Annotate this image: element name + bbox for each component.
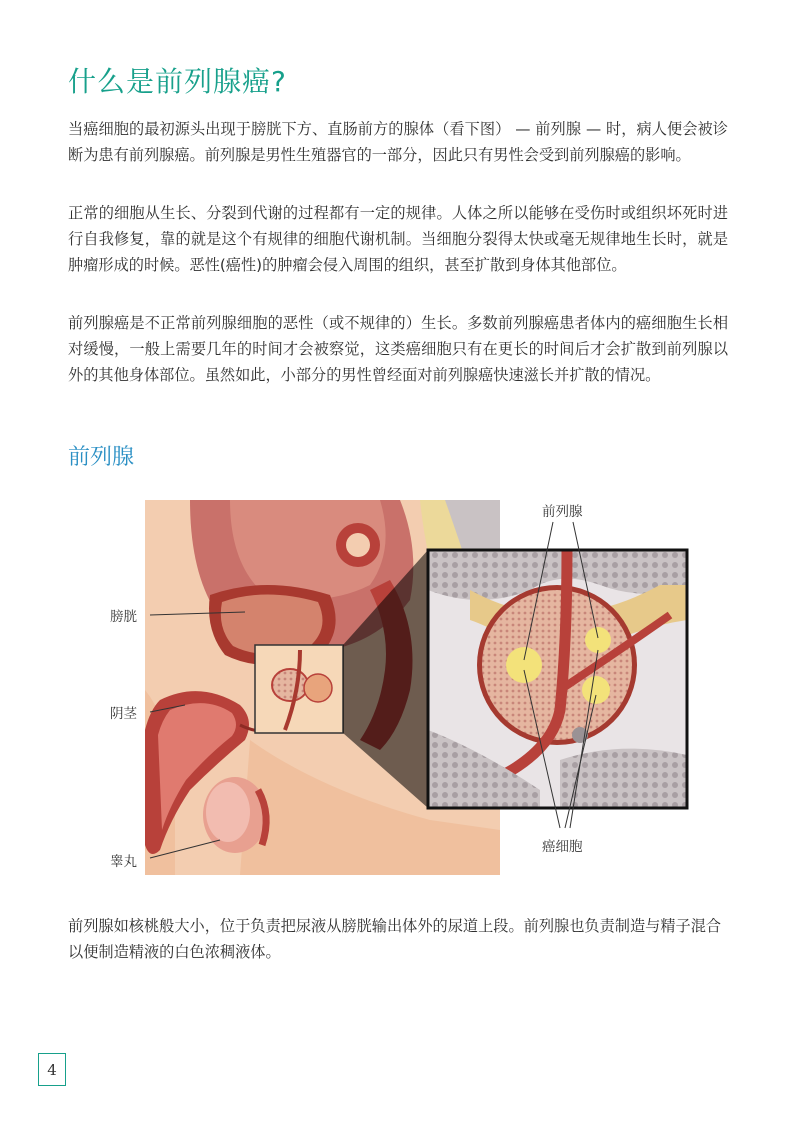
anatomy-illustration xyxy=(0,490,793,890)
label-bladder: 膀胱 xyxy=(110,609,137,625)
paragraph-3: 前列腺癌是不正常前列腺细胞的恶性（或不规律的）生长。多数前列腺癌患者体内的癌细胞生长相对缓慢，一般上需要几年的时间才会被察觉，这类癌细胞只有在更长的时间后才会扩散到前列腺以外的其他身体部位。虽然如此，小部分的男性曾经面对前列腺癌快速滋长并扩散的情况。 xyxy=(68,314,728,384)
prostate-inset xyxy=(428,550,687,808)
label-cancer-cells: 癌细胞 xyxy=(542,839,583,855)
page-title: 什么是前列腺癌? xyxy=(68,65,287,98)
page-number: 4 xyxy=(38,1053,66,1086)
section-title: 前列腺 xyxy=(68,445,135,470)
label-testicle: 睾丸 xyxy=(110,854,137,870)
label-penis: 阴茎 xyxy=(110,706,137,722)
figure-caption: 前列腺如核桃般大小，位于负责把尿液从膀胱输出体外的尿道上段。前列腺也负责制造与精子混合以便制造精液的白色浓稠液体。 xyxy=(68,917,722,961)
paragraph-1: 当癌细胞的最初源头出现于膀胱下方、直肠前方的腺体（看下图） — 前列腺 — 时，病人便会被诊断为患有前列腺癌。前列腺是男性生殖器官的一部分，因此只有男性会受到前列腺癌的影响。 xyxy=(68,120,728,164)
prostate-anatomy-figure xyxy=(0,490,793,890)
paragraph-2: 正常的细胞从生长、分裂到代谢的过程都有一定的规律。人体之所以能够在受伤时或组织坏死时进行自我修复，靠的就是这个有规律的细胞代谢机制。当细胞分裂得太快或毫无规律地生长时，就是肿瘤形成的时候。恶性(癌性)的肿瘤会侵入周围的组织，甚至扩散到身体其他部位。 xyxy=(68,204,728,274)
label-prostate: 前列腺 xyxy=(542,504,583,520)
